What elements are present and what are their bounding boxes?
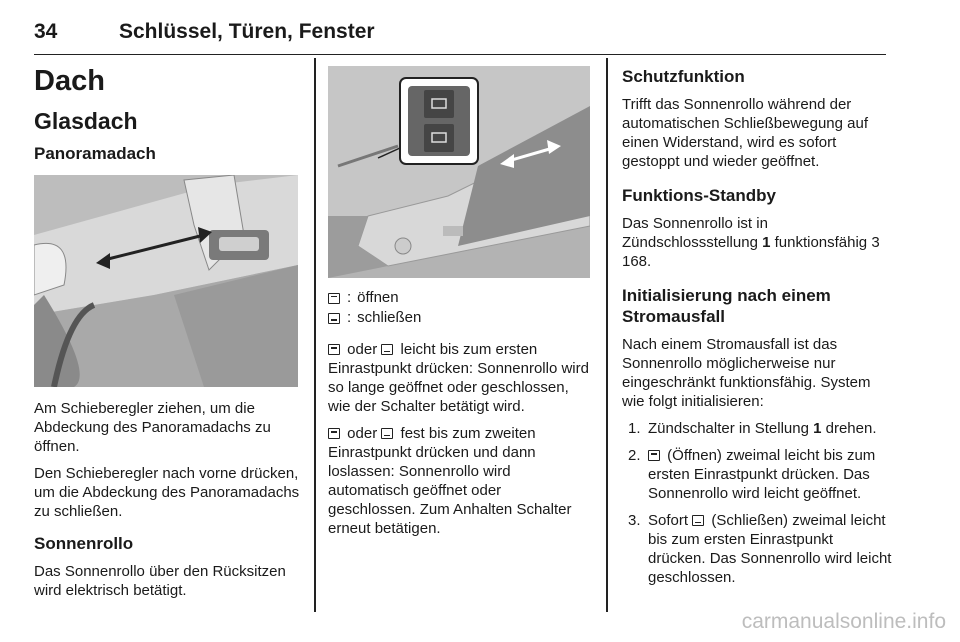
page-number: 34 xyxy=(34,20,58,43)
step-number: 2. xyxy=(628,447,641,464)
column-right xyxy=(622,58,892,595)
roof-close-icon xyxy=(381,344,393,355)
step-number: 3. xyxy=(628,512,641,529)
legend-close-row xyxy=(328,308,590,328)
standby-bold: 1 xyxy=(762,234,771,251)
heading-schutzfunktion: Schutzfunktion xyxy=(622,67,745,86)
legend-colon: : xyxy=(347,289,352,306)
legend-open-label: öffnen xyxy=(357,289,399,306)
text-oder: oder xyxy=(343,341,382,358)
list-item xyxy=(622,511,892,587)
list-item xyxy=(622,446,892,503)
text-light-press: leicht bis zum ersten Einrastpunkt drücken: Sonnenrollo wird so lange geöffnet oder geschlossen, wie der Schalter betätigt wird. xyxy=(328,341,589,415)
step3-text: (Schließen) zweimal leicht bis zum ersten Einrastpunkt drücken. Das Sonnenrollo wird leicht geschlossen. xyxy=(648,512,892,586)
panorama-roof-illustration xyxy=(34,175,298,387)
paragraph-light-press xyxy=(328,340,590,416)
page-header xyxy=(34,20,886,55)
paragraph-open-cover: Am Schieberegler ziehen, um die Abdeckung des Panoramadachs zu öffnen. xyxy=(34,400,271,455)
step1-text-a: Zündschalter in Stellung xyxy=(648,420,814,437)
paragraph-schutzfunktion: Trifft das Sonnenrollo während der automatischen Schließbewegung auf einen Widerstand, wird es sofort gestoppt und wieder geöffnet. xyxy=(622,96,868,170)
chapter-title: Schlüssel, Türen, Fenster xyxy=(119,20,375,43)
list-item xyxy=(622,419,892,438)
init-steps-list xyxy=(622,419,892,587)
watermark: carmanualsonline.info xyxy=(741,610,946,633)
step-number: 1. xyxy=(628,420,641,437)
paragraph-initialisierung: Nach einem Stromausfall ist das Sonnenrollo möglicherweise nur eingeschränkt funktionsfähig. System wie folgt initialisieren: xyxy=(622,336,871,410)
column-left xyxy=(34,58,302,608)
step1-bold: 1 xyxy=(813,420,822,437)
roof-close-icon xyxy=(328,313,340,324)
standby-text-a: Das Sonnenrollo ist in Zündschlossstellung xyxy=(622,215,768,251)
heading-initialisierung: Initialisierung nach einem Stromausfall xyxy=(622,286,831,326)
sunblind-switch-illustration xyxy=(328,66,590,278)
paragraph-close-cover: Den Schieberegler nach vorne drücken, um die Abdeckung des Panoramadachs zu schließen. xyxy=(34,465,300,520)
heading-funktions-standby: Funktions-Standby xyxy=(622,186,776,205)
legend-close-label: schließen xyxy=(357,309,422,326)
paragraph-sonnenrollo: Das Sonnenrollo über den Rücksitzen wird elektrisch betätigt. xyxy=(34,563,286,599)
text-oder: oder xyxy=(343,425,382,442)
column-divider xyxy=(606,58,608,612)
heading-dach: Dach xyxy=(34,65,105,97)
roof-close-icon xyxy=(381,428,393,439)
heading-sonnenrollo: Sonnenrollo xyxy=(34,534,134,553)
roof-open-icon xyxy=(328,428,340,439)
paragraph-firm-press xyxy=(328,424,590,538)
column-divider xyxy=(314,58,316,612)
step2-text: (Öffnen) zweimal leicht bis zum ersten Einrastpunkt drücken. Das Sonnenrollo wird leicht geöffnet. xyxy=(648,447,876,502)
heading-panoramadach: Panoramadach xyxy=(34,144,156,163)
standby-text-b: funktionsfähig xyxy=(770,234,872,251)
text-firm-press: fest bis zum zweiten Einrastpunkt drücken und dann loslassen: Sonnenrollo wird automatisch geöffnet oder geschlossen. Zum Anhalten Schalter erneut betätigen. xyxy=(328,425,572,537)
legend-open-row xyxy=(328,288,590,308)
roof-open-icon xyxy=(328,293,340,304)
step3-text-a: Sofort xyxy=(648,512,693,529)
roof-close-icon xyxy=(692,515,704,526)
step1-text-b: drehen. xyxy=(821,420,877,437)
page-reference-link[interactable]: 3 168. xyxy=(622,234,880,270)
roof-open-icon xyxy=(648,450,660,461)
heading-glasdach: Glasdach xyxy=(34,108,138,134)
roof-open-icon xyxy=(328,344,340,355)
legend-colon: : xyxy=(347,309,352,326)
paragraph-standby xyxy=(622,214,892,271)
column-middle xyxy=(328,58,590,546)
